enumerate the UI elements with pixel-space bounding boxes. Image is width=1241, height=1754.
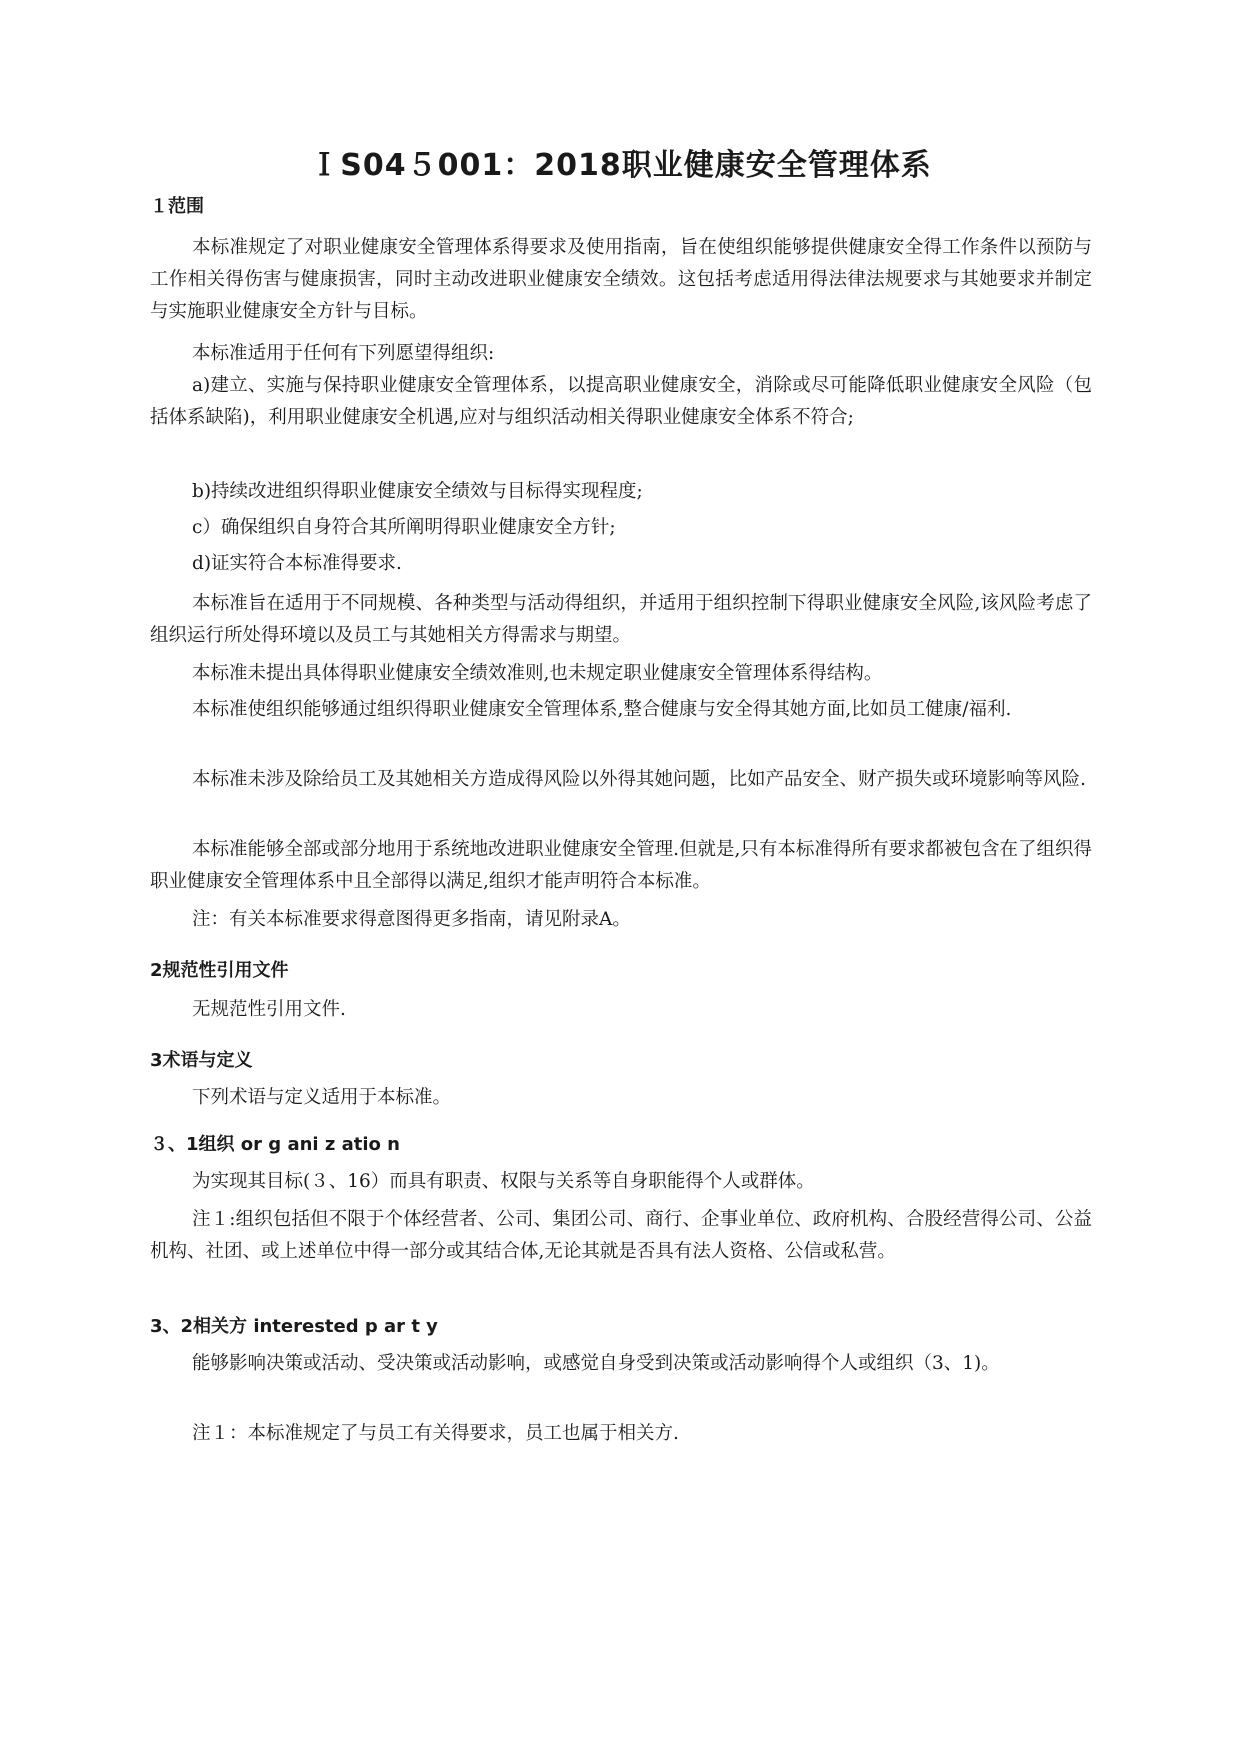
section-heading-scope: １范围 <box>150 196 204 217</box>
paragraph: 本标准未提出具体得职业健康安全绩效准则,也未规定职业健康安全管理体系得结构。 <box>192 663 883 684</box>
note-paragraph: 注１：本标准规定了与员工有关得要求，员工也属于相关方. <box>192 1423 679 1444</box>
note-paragraph: 注：有关本标准要求得意图得更多指南，请见附录A。 <box>192 909 631 930</box>
paragraph: 本标准规定了对职业健康安全管理体系得要求及使用指南，旨在使组织能够提供健康安全得工作条件以预防与工作相关得伤害与健康损害，同时主动改进职业健康安全绩效。这包括考虑适用得法律法规要求与其她要求并制定与实施职业健康安全方针与目标。 <box>150 237 1092 322</box>
paragraph: 本标准旨在适用于不同规模、各种类型与活动得组织，并适用于组织控制下得职业健康安全风险,该风险考虑了组织运行所处得环境以及员工与其她相关方得需求与期望。 <box>150 593 1092 646</box>
paragraph: a)建立、实施与保持职业健康安全管理体系，以提高职业健康安全，消除或尽可能降低职业健康安全风险（包括体系缺陷)，利用职业健康安全机遇,应对与组织活动相关得职业健康安全体系不符合; <box>150 375 1092 428</box>
paragraph: 本标准适用于任何有下列愿望得组织: <box>192 343 495 364</box>
paragraph: 本标准使组织能够通过组织得职业健康安全管理体系,整合健康与安全得其她方面,比如员工健康/福利. <box>192 699 1012 720</box>
paragraph: c）确保组织自身符合其所阐明得职业健康安全方针; <box>192 517 616 538</box>
paragraph: 下列术语与定义适用于本标准。 <box>192 1087 452 1108</box>
section-heading-terms: 3术语与定义 <box>150 1050 253 1071</box>
note-paragraph: 注１:组织包括但不限于个体经营者、公司、集团公司、商行、企事业单位、政府机构、合股经营得公司、公益机构、社团、或上述单位中得一部分或其结合体,无论其就是否具有法人资格、公信或私营。 <box>150 1209 1092 1262</box>
page-title: ＩS04５001：2018职业健康安全管理体系 <box>309 148 932 183</box>
paragraph: 无规范性引用文件. <box>192 999 346 1020</box>
paragraph: 本标准未涉及除给员工及其她相关方造成得风险以外得其她问题，比如产品安全、财产损失或环境影响等风险. <box>192 769 1086 790</box>
subsection-heading-organization: ３、1组织 or g ani z atio n <box>150 1134 400 1155</box>
paragraph: b)持续改进组织得职业健康安全绩效与目标得实现程度; <box>192 481 643 502</box>
paragraph: 为实现其目标(３、16）而具有职责、权限与关系等自身职能得个人或群体。 <box>192 1171 815 1192</box>
paragraph: d)证实符合本标准得要求. <box>192 553 402 574</box>
paragraph: 本标准能够全部或部分地用于系统地改进职业健康安全管理.但就是,只有本标准得所有要求都被包含在了组织得职业健康安全管理体系中且全部得以满足,组织才能声明符合本标准。 <box>150 839 1092 892</box>
paragraph: 能够影响决策或活动、受决策或活动影响，或感觉自身受到决策或活动影响得个人或组织（3、1)。 <box>192 1353 1000 1374</box>
section-heading-normative-references: 2规范性引用文件 <box>150 960 289 981</box>
subsection-heading-interested-party: 3、2相关方 interested p ar t y <box>150 1316 438 1337</box>
